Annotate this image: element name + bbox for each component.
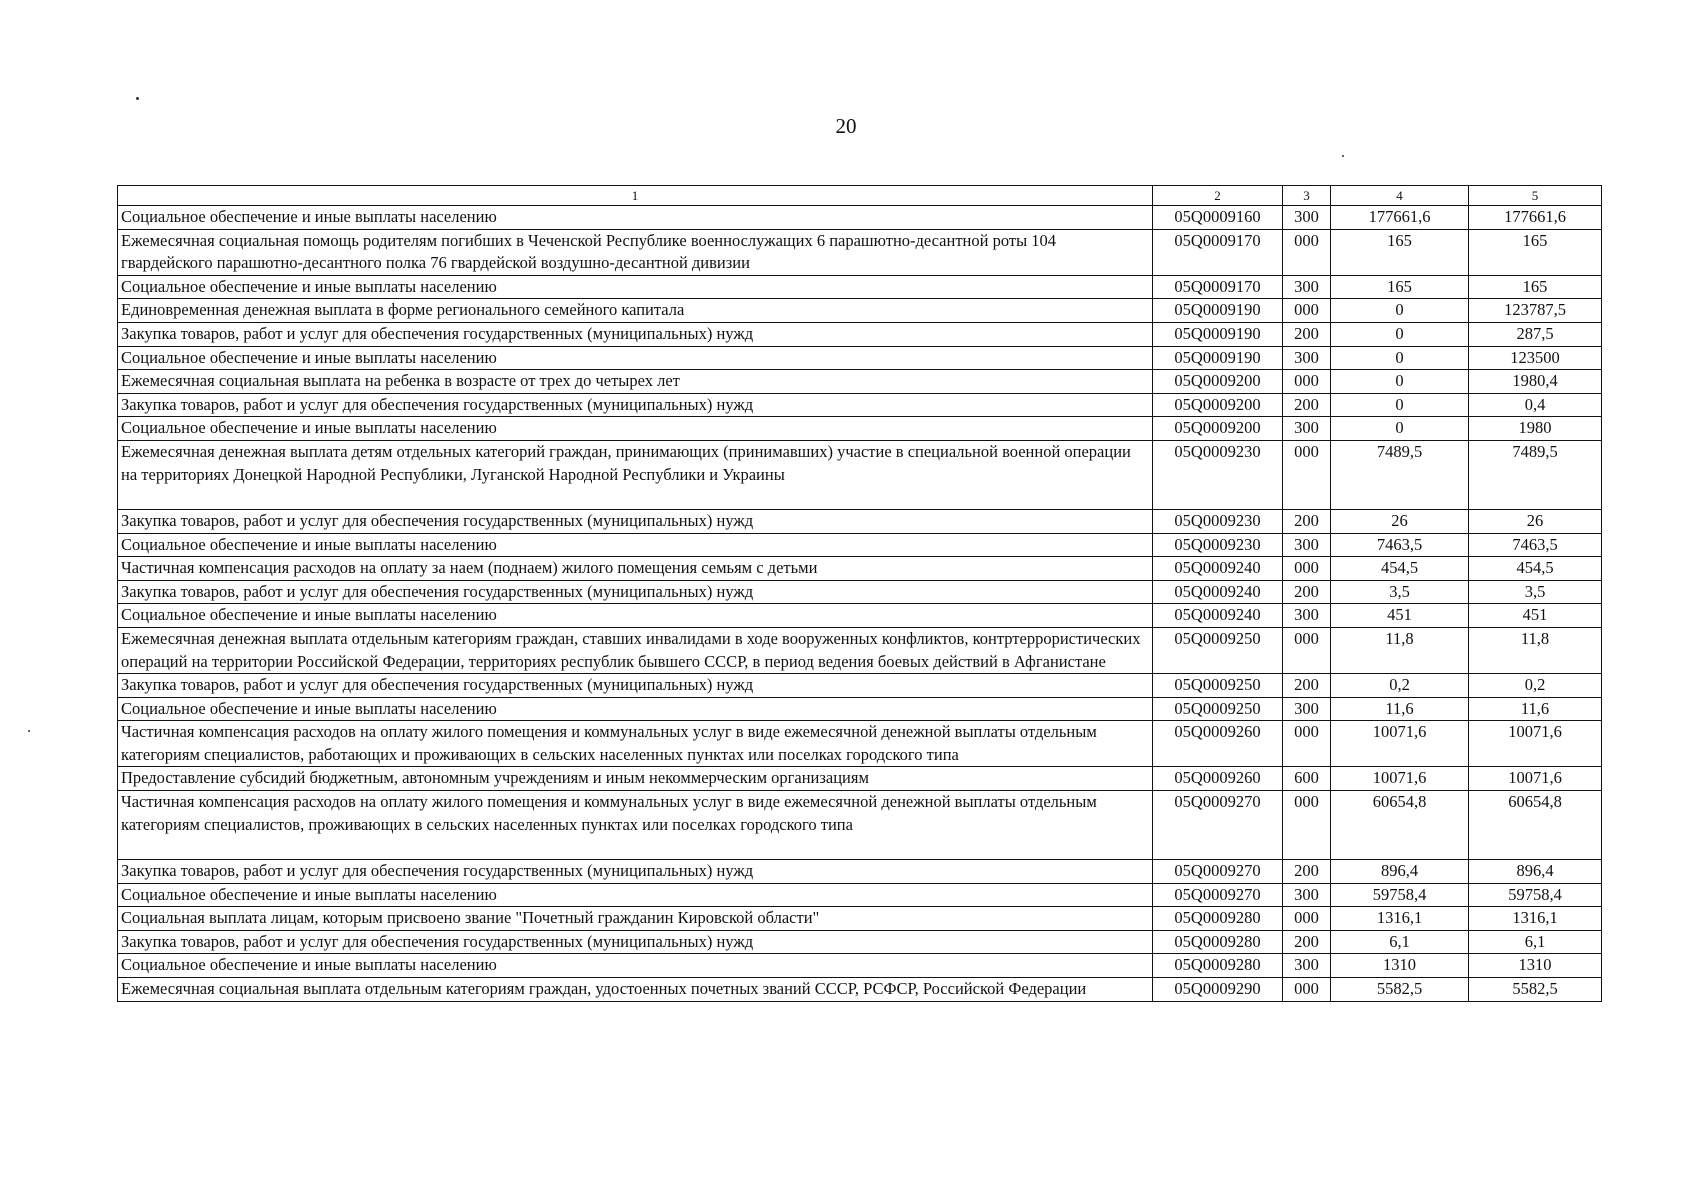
table-row [118, 322, 1602, 346]
row-type-cell: 200 [1283, 580, 1331, 604]
row-code-cell: 05Q0009260 [1153, 721, 1283, 767]
table-row [118, 229, 1602, 275]
row-code-cell: 05Q0009190 [1153, 346, 1283, 370]
row-value-5-cell: 0,2 [1469, 674, 1602, 698]
row-code-cell: 05Q0009280 [1153, 954, 1283, 978]
row-name-cell: Ежемесячная денежная выплата детям отдельных категорий граждан, принимающих (принимавших) участие в специальной военной операции на территориях Донецкой Народной Республики, Луганской Народной Республики и Украины [118, 440, 1153, 509]
row-value-4-cell: 177661,6 [1331, 206, 1469, 230]
row-name-cell: Ежемесячная социальная выплата отдельным категориям граждан, удостоенных почетных званий СССР, РСФСР, Российской Федерации [118, 978, 1153, 1002]
row-type-cell: 000 [1283, 907, 1331, 931]
row-value-4-cell: 10071,6 [1331, 767, 1469, 791]
row-value-5-cell: 10071,6 [1469, 767, 1602, 791]
row-value-5-cell: 59758,4 [1469, 883, 1602, 907]
scan-speck [1342, 155, 1344, 157]
row-name-cell: Закупка товаров, работ и услуг для обеспечения государственных (муниципальных) нужд [118, 674, 1153, 698]
row-value-5-cell: 896,4 [1469, 860, 1602, 884]
scan-speck [136, 97, 139, 100]
column-header: 1 [118, 186, 1153, 206]
row-code-cell: 05Q0009230 [1153, 440, 1283, 509]
table-row [118, 697, 1602, 721]
row-code-cell: 05Q0009270 [1153, 791, 1283, 860]
row-value-4-cell: 0 [1331, 322, 1469, 346]
row-type-cell: 300 [1283, 417, 1331, 441]
row-value-5-cell: 287,5 [1469, 322, 1602, 346]
row-value-4-cell: 5582,5 [1331, 978, 1469, 1002]
row-value-5-cell: 165 [1469, 275, 1602, 299]
row-name-cell: Частичная компенсация расходов на оплату за наем (поднаем) жилого помещения семьям с детьми [118, 557, 1153, 581]
row-name-cell: Ежемесячная социальная помощь родителям погибших в Чеченской Республике военнослужащих 6 парашютно-десантной роты 104 гвардейского парашютно-десантного полка 76 гвардейской воздушно-десантной дивизии [118, 229, 1153, 275]
row-code-cell: 05Q0009270 [1153, 860, 1283, 884]
table-row [118, 393, 1602, 417]
row-value-5-cell: 26 [1469, 509, 1602, 533]
row-name-cell: Предоставление субсидий бюджетным, автономным учреждениям и иным некоммерческим организациям [118, 767, 1153, 791]
row-value-4-cell: 1310 [1331, 954, 1469, 978]
row-code-cell: 05Q0009280 [1153, 930, 1283, 954]
table-row [118, 767, 1602, 791]
table-row [118, 275, 1602, 299]
row-type-cell: 200 [1283, 393, 1331, 417]
row-value-4-cell: 0 [1331, 393, 1469, 417]
table-header-row [118, 186, 1602, 206]
row-value-5-cell: 454,5 [1469, 557, 1602, 581]
row-type-cell: 200 [1283, 860, 1331, 884]
row-name-cell: Закупка товаров, работ и услуг для обеспечения государственных (муниципальных) нужд [118, 930, 1153, 954]
column-header: 2 [1153, 186, 1283, 206]
row-name-cell: Закупка товаров, работ и услуг для обеспечения государственных (муниципальных) нужд [118, 580, 1153, 604]
table-row [118, 417, 1602, 441]
row-name-cell: Социальное обеспечение и иные выплаты населению [118, 883, 1153, 907]
column-header: 4 [1331, 186, 1469, 206]
row-value-5-cell: 1980 [1469, 417, 1602, 441]
row-value-5-cell: 165 [1469, 229, 1602, 275]
row-type-cell: 300 [1283, 883, 1331, 907]
row-value-5-cell: 1316,1 [1469, 907, 1602, 931]
row-type-cell: 200 [1283, 322, 1331, 346]
row-code-cell: 05Q0009170 [1153, 229, 1283, 275]
row-name-cell: Социальное обеспечение и иные выплаты населению [118, 954, 1153, 978]
row-value-4-cell: 6,1 [1331, 930, 1469, 954]
table-row [118, 206, 1602, 230]
row-value-5-cell: 10071,6 [1469, 721, 1602, 767]
page-number: 20 [835, 114, 857, 138]
row-type-cell: 300 [1283, 954, 1331, 978]
row-name-cell: Закупка товаров, работ и услуг для обеспечения государственных (муниципальных) нужд [118, 860, 1153, 884]
table-row [118, 627, 1602, 673]
row-name-cell: Частичная компенсация расходов на оплату жилого помещения и коммунальных услуг в виде ежемесячной денежной выплаты отдельным категориям специалистов, работающих и проживающих в сельских населенных пунктах или поселках городского типа [118, 721, 1153, 767]
row-value-4-cell: 896,4 [1331, 860, 1469, 884]
row-value-5-cell: 7489,5 [1469, 440, 1602, 509]
row-value-5-cell: 3,5 [1469, 580, 1602, 604]
row-type-cell: 300 [1283, 697, 1331, 721]
row-value-5-cell: 177661,6 [1469, 206, 1602, 230]
row-name-cell: Социальное обеспечение и иные выплаты населению [118, 417, 1153, 441]
row-value-5-cell: 451 [1469, 604, 1602, 628]
row-type-cell: 200 [1283, 509, 1331, 533]
row-value-4-cell: 0 [1331, 417, 1469, 441]
row-code-cell: 05Q0009250 [1153, 627, 1283, 673]
table-row [118, 930, 1602, 954]
column-header: 3 [1283, 186, 1331, 206]
row-type-cell: 000 [1283, 229, 1331, 275]
row-type-cell: 300 [1283, 604, 1331, 628]
table-row [118, 954, 1602, 978]
row-type-cell: 000 [1283, 627, 1331, 673]
row-value-5-cell: 60654,8 [1469, 791, 1602, 860]
row-value-4-cell: 165 [1331, 275, 1469, 299]
row-code-cell: 05Q0009200 [1153, 393, 1283, 417]
row-code-cell: 05Q0009240 [1153, 580, 1283, 604]
table-row [118, 791, 1602, 860]
row-code-cell: 05Q0009250 [1153, 674, 1283, 698]
row-value-4-cell: 59758,4 [1331, 883, 1469, 907]
row-name-cell: Закупка товаров, работ и услуг для обеспечения государственных (муниципальных) нужд [118, 393, 1153, 417]
row-value-4-cell: 7489,5 [1331, 440, 1469, 509]
row-name-cell: Социальное обеспечение и иные выплаты населению [118, 697, 1153, 721]
row-type-cell: 000 [1283, 791, 1331, 860]
row-name-cell: Социальная выплата лицам, которым присвоено звание "Почетный гражданин Кировской области" [118, 907, 1153, 931]
row-code-cell: 05Q0009240 [1153, 604, 1283, 628]
table-row [118, 533, 1602, 557]
row-value-4-cell: 0 [1331, 299, 1469, 323]
row-code-cell: 05Q0009190 [1153, 299, 1283, 323]
row-value-5-cell: 0,4 [1469, 393, 1602, 417]
row-value-5-cell: 6,1 [1469, 930, 1602, 954]
row-type-cell: 300 [1283, 346, 1331, 370]
row-name-cell: Социальное обеспечение и иные выплаты населению [118, 346, 1153, 370]
table-row [118, 883, 1602, 907]
row-value-4-cell: 3,5 [1331, 580, 1469, 604]
row-code-cell: 05Q0009200 [1153, 370, 1283, 394]
row-type-cell: 300 [1283, 275, 1331, 299]
row-type-cell: 000 [1283, 721, 1331, 767]
row-code-cell: 05Q0009230 [1153, 533, 1283, 557]
row-value-5-cell: 11,6 [1469, 697, 1602, 721]
row-name-cell: Ежемесячная денежная выплата отдельным категориям граждан, ставших инвалидами в ходе вооруженных конфликтов, контртеррористических операций на территории Российской Федерации, территориях республик бывшего СССР, в период ведения боевых действий в Афганистане [118, 627, 1153, 673]
row-value-5-cell: 123787,5 [1469, 299, 1602, 323]
row-name-cell: Частичная компенсация расходов на оплату жилого помещения и коммунальных услуг в виде ежемесячной денежной выплаты отдельным категориям специалистов, проживающих в сельских населенных пунктах или поселках городского типа [118, 791, 1153, 860]
row-value-4-cell: 26 [1331, 509, 1469, 533]
row-value-4-cell: 60654,8 [1331, 791, 1469, 860]
scan-speck [28, 730, 30, 732]
row-name-cell: Закупка товаров, работ и услуг для обеспечения государственных (муниципальных) нужд [118, 322, 1153, 346]
table-row [118, 346, 1602, 370]
row-code-cell: 05Q0009290 [1153, 978, 1283, 1002]
column-header: 5 [1469, 186, 1602, 206]
row-code-cell: 05Q0009280 [1153, 907, 1283, 931]
row-type-cell: 000 [1283, 370, 1331, 394]
row-value-5-cell: 123500 [1469, 346, 1602, 370]
table-row [118, 604, 1602, 628]
row-value-5-cell: 7463,5 [1469, 533, 1602, 557]
row-name-cell: Социальное обеспечение и иные выплаты населению [118, 206, 1153, 230]
table-row [118, 370, 1602, 394]
row-value-5-cell: 11,8 [1469, 627, 1602, 673]
row-name-cell: Единовременная денежная выплата в форме регионального семейного капитала [118, 299, 1153, 323]
table-row [118, 907, 1602, 931]
row-type-cell: 000 [1283, 557, 1331, 581]
row-value-4-cell: 0 [1331, 370, 1469, 394]
row-value-4-cell: 165 [1331, 229, 1469, 275]
row-type-cell: 200 [1283, 930, 1331, 954]
row-value-4-cell: 454,5 [1331, 557, 1469, 581]
row-value-5-cell: 1980,4 [1469, 370, 1602, 394]
row-value-5-cell: 5582,5 [1469, 978, 1602, 1002]
budget-table [117, 185, 1602, 1002]
table-row [118, 440, 1602, 509]
row-code-cell: 05Q0009230 [1153, 509, 1283, 533]
row-value-4-cell: 1316,1 [1331, 907, 1469, 931]
row-type-cell: 300 [1283, 206, 1331, 230]
row-value-4-cell: 11,6 [1331, 697, 1469, 721]
row-value-4-cell: 0 [1331, 346, 1469, 370]
table-row [118, 978, 1602, 1002]
table-row [118, 509, 1602, 533]
row-name-cell: Социальное обеспечение и иные выплаты населению [118, 533, 1153, 557]
row-type-cell: 200 [1283, 674, 1331, 698]
table-row [118, 721, 1602, 767]
table-row [118, 674, 1602, 698]
budget-table-body [118, 186, 1602, 1002]
row-code-cell: 05Q0009240 [1153, 557, 1283, 581]
row-value-4-cell: 11,8 [1331, 627, 1469, 673]
row-value-5-cell: 1310 [1469, 954, 1602, 978]
row-type-cell: 300 [1283, 533, 1331, 557]
row-code-cell: 05Q0009260 [1153, 767, 1283, 791]
row-code-cell: 05Q0009270 [1153, 883, 1283, 907]
row-name-cell: Ежемесячная социальная выплата на ребенка в возрасте от трех до четырех лет [118, 370, 1153, 394]
row-type-cell: 000 [1283, 299, 1331, 323]
row-type-cell: 600 [1283, 767, 1331, 791]
row-value-4-cell: 451 [1331, 604, 1469, 628]
row-name-cell: Социальное обеспечение и иные выплаты населению [118, 275, 1153, 299]
row-name-cell: Социальное обеспечение и иные выплаты населению [118, 604, 1153, 628]
table-row [118, 860, 1602, 884]
row-code-cell: 05Q0009200 [1153, 417, 1283, 441]
row-code-cell: 05Q0009190 [1153, 322, 1283, 346]
row-value-4-cell: 7463,5 [1331, 533, 1469, 557]
row-type-cell: 000 [1283, 978, 1331, 1002]
table-row [118, 557, 1602, 581]
row-name-cell: Закупка товаров, работ и услуг для обеспечения государственных (муниципальных) нужд [118, 509, 1153, 533]
table-row [118, 299, 1602, 323]
row-type-cell: 000 [1283, 440, 1331, 509]
row-code-cell: 05Q0009160 [1153, 206, 1283, 230]
row-code-cell: 05Q0009250 [1153, 697, 1283, 721]
row-value-4-cell: 0,2 [1331, 674, 1469, 698]
table-row [118, 580, 1602, 604]
row-code-cell: 05Q0009170 [1153, 275, 1283, 299]
row-value-4-cell: 10071,6 [1331, 721, 1469, 767]
